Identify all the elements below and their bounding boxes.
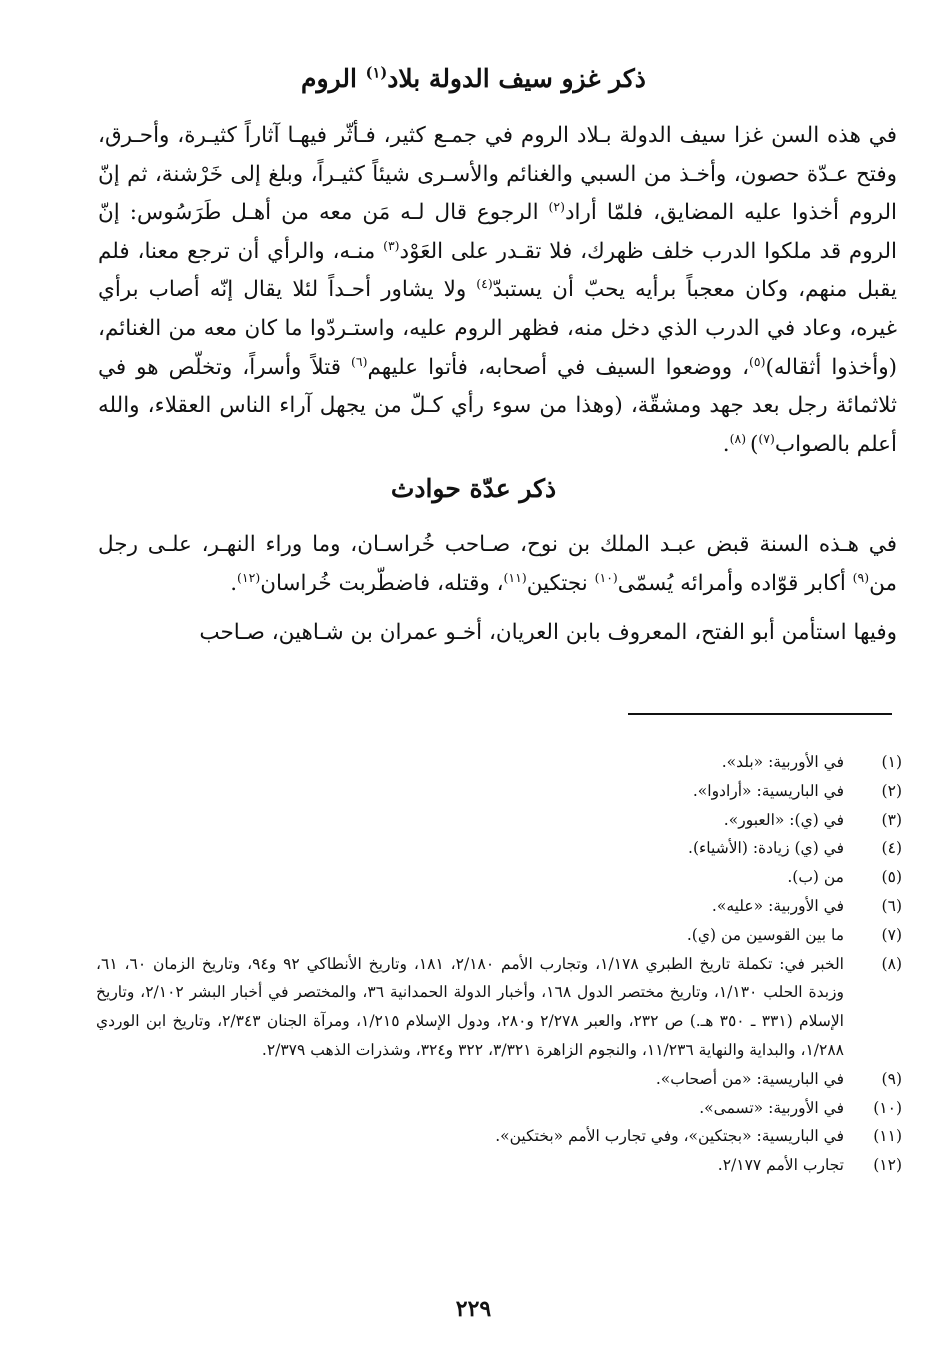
section-heading-events: ذكر عدّة حوادث (390, 474, 557, 503)
text-run: ) (750, 431, 759, 457)
footnote-ref: (٧) (758, 430, 775, 446)
footnote-ref: (١٢) (237, 569, 261, 585)
text-run: في هذه السن غزا سيف الدولة بـلاد الروم في جمـع كثير، فـأثّر فيهـا آثاراً كثيـرة، وأحـرق، وفتح عـدّة حصون، وأخـذ من السبي والغنائم والأسـرى شيئاً كثيـراً، وبلغ إلى خَرْشنة، ثم إنّ الروم أخذوا عليه المضايق، فلمّا أراد (98, 123, 897, 226)
footnote-ref: (٤) (476, 276, 493, 292)
footnote-item (96, 1122, 902, 1151)
footnote-text: من (ب). (787, 868, 844, 887)
footnotes-list (96, 748, 902, 1180)
text-run: ، ووضعوا السيف في أصحابه، فأتوا عليهم (367, 354, 750, 380)
footnote-number: (٩) (881, 1069, 902, 1088)
footnote-item (96, 1094, 902, 1123)
footnote-number: (٢) (881, 781, 902, 800)
footnote-item (96, 806, 902, 835)
footnote-text: في الأوربية: «بلد». (721, 753, 844, 771)
footnote-item (96, 863, 902, 892)
footnote-ref: (٥) (749, 353, 766, 369)
footnote-ref: (٨) (729, 430, 751, 446)
footnote-item (96, 1151, 902, 1180)
footnote-item (96, 777, 902, 806)
footnote-ref: (٣) (383, 237, 400, 253)
footnote-number: (٧) (881, 925, 902, 944)
footnote-number: (٥) (881, 868, 902, 887)
text-run: الرجوع قال لـه مَن معه من أهـل طَرَسُوس: إنّ الروم قد ملكوا الدرب خلف ظهرك، فلا تقـدر على العَوْد (98, 200, 897, 264)
footnote-item (96, 921, 902, 950)
footnote-ref: (١) (365, 64, 388, 82)
text-run: ، وقتله، فاضطّربت خُراسان (260, 570, 504, 596)
footnote-number: (٨) (881, 954, 902, 973)
footnote-text: في (ي) زيادة: (الأشياء). (688, 839, 844, 858)
footnote-number: (١٠) (873, 1098, 902, 1117)
footnote-text: في الباريسية: «بجتكين»، وفي تجارب الأمم «بختكين». (495, 1127, 844, 1146)
section-heading-raid-text: ذكر غزو سيف الدولة بلاد (387, 64, 646, 93)
events-paragraph (98, 526, 897, 603)
text-run: أكابر قوّاده وأمرائه يُسمّى (617, 570, 853, 596)
footnote-number: (١٢) (873, 1156, 902, 1175)
footnote-ref: (١٠) (594, 569, 618, 585)
footnote-number: (٦) (881, 896, 902, 915)
footnote-text: في الأوربية: «عليه». (711, 896, 844, 915)
footnote-item (96, 1065, 902, 1094)
footnote-item (96, 950, 902, 1065)
page-number: ٢٢٩ (455, 1296, 492, 1322)
raid-paragraph (98, 117, 897, 464)
footnote-number: (٤) (881, 839, 902, 858)
footnote-item (96, 834, 902, 863)
footnote-text: تجارب الأمم ٢/١٧٧. (717, 1156, 844, 1175)
footnote-text: في الأوربية: «تسمى». (699, 1098, 844, 1117)
events-paragraph-continued: وفيها استأمن أبو الفتح، المعروف بابن العريان، أخـو عمران بن شـاهين، صـاحب (199, 620, 897, 645)
text-run: . (722, 431, 730, 457)
footnote-item (96, 892, 902, 921)
footnote-text: في (ي): «العبور». (723, 810, 844, 829)
footnote-text: في الباريسية: «من أصحاب». (655, 1069, 844, 1088)
text-run: في هـذه السنة قبض عبـد الملك بن نوح، صـاحب خُراسـان، وما وراء النهـر، علـى رجل من (98, 532, 897, 596)
footnote-ref: (٩) (852, 569, 870, 585)
section-heading-raid (100, 62, 847, 96)
footnote-text: الخبر في: تكملة تاريخ الطبري ١/١٧٨، وتجارب الأمم ٢/١٨٠، ١٨١، وتاريخ الأنطاكي ٩٢ و٩٤، وتاريخ الزمان ٦٠، ٦١، وزبدة الحلب ١/١٣٠، وتاريخ مختصر الدول ١٦٨، وأخبار الدولة الحمدانية ٣٦، والمختصر في أخبار البشر ٢/١٠٢، وتاريخ الإسلام (٣٣١ ـ ٣٥٠ هـ.) ص ٢٣٢، والعبر ٢/٢٧٨ و٢٨٠، ودول الإسلام ١/٢١٥، ومرآة الجنان ٢/٣٤٣، وتاريخ ابن الوردي ١/٢٨٨، والبداية والنهاية ١١/٢٣٦، والنجوم الزاهرة ٣/٣٢١، ٣٢٢ و٣٢٤، وشذرات الذهب ٢/٣٧٩. (96, 954, 845, 1059)
text-run: ولا يشاور أحـداً لئلا يقال إنّه أصاب برأي غيره، وعاد في الدرب الذي دخل منه، فظهر الروم عليه، واستـردّوا ما كان معه من الغنائم، (وأخذوا أثقاله) (98, 277, 897, 380)
footnote-text: ما بين القوسين من (ي). (686, 925, 844, 944)
footnote-text: في الباريسية: «أرادوا». (692, 781, 844, 800)
section-heading-raid-end: الروم (301, 64, 366, 93)
footnote-ref: (٢) (548, 199, 565, 215)
footnote-number: (١١) (873, 1127, 902, 1146)
footnote-item (96, 748, 902, 777)
footnote-separator (628, 713, 892, 715)
footnote-ref: (٦) (350, 353, 368, 369)
text-run: نجتكين (526, 570, 595, 596)
footnote-number: (١) (881, 753, 902, 771)
text-run: منـه، والرأي أن ترجع معنا، فلم يقبل منهم، وكان معجباً برأيه يحبّ أن يستبدّ (98, 238, 897, 303)
footnote-number: (٣) (881, 810, 902, 829)
text-run: قتلاً وأسراً، وتخلّص هو في ثلاثمائة رجل بعد جهد ومشقّة، (وهذا من سوء رأي كـلّ من يجهل آراء الناس العقلاء، والله أعلم بالصواب (98, 354, 897, 457)
text-run: . (230, 570, 238, 596)
footnote-ref: (١١) (503, 569, 527, 585)
